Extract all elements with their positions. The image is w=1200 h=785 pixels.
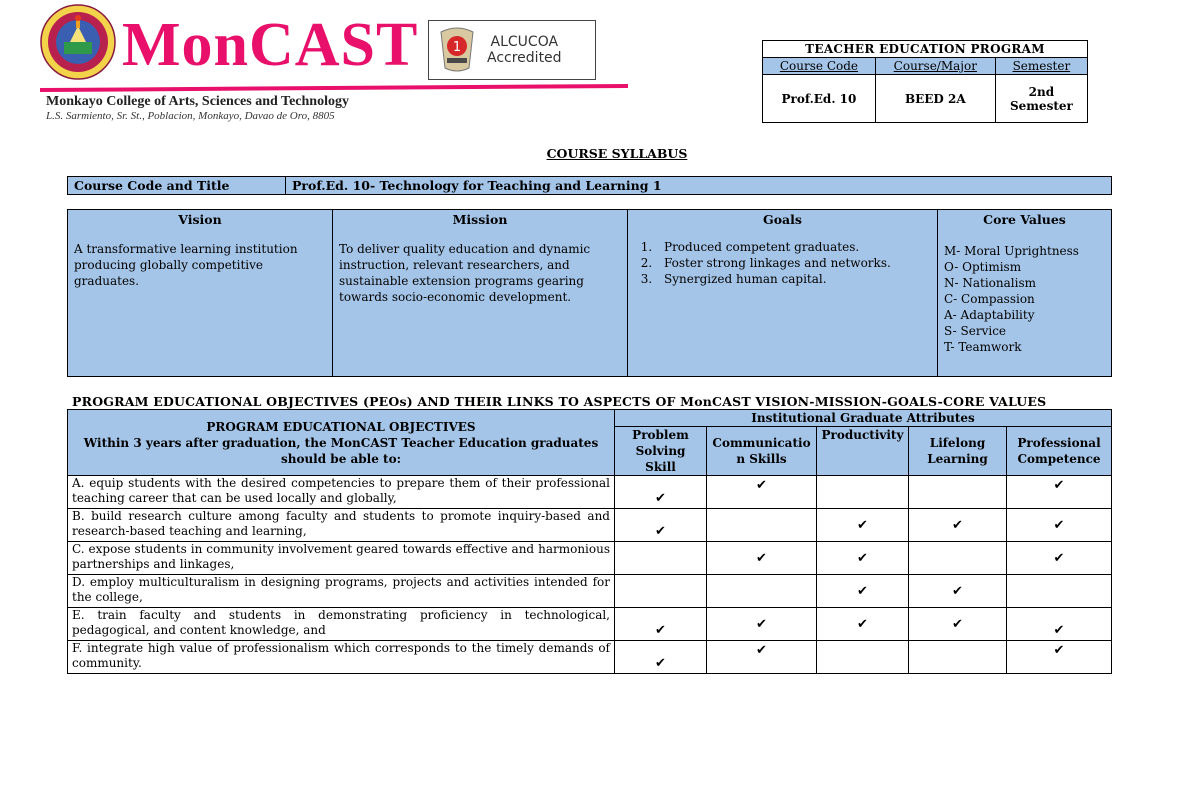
core-value-item: A- Adaptability xyxy=(944,308,1035,322)
check-mark-icon: ✔ xyxy=(615,608,707,641)
goal-item: 1. Produced competent graduates. xyxy=(656,239,931,255)
mission-heading: Mission xyxy=(333,210,628,230)
peo-table xyxy=(67,409,1112,674)
college-seal-logo xyxy=(40,4,116,80)
semester-value: 2nd Semester xyxy=(995,75,1087,123)
accreditation-badge xyxy=(428,20,596,80)
check-mark-icon: ✔ xyxy=(707,476,817,509)
goals-cell xyxy=(628,229,938,377)
course-code-value: Prof.Ed. 10 xyxy=(763,75,876,123)
check-mark-icon: ✔ xyxy=(909,509,1007,542)
empty-cell xyxy=(707,509,817,542)
check-mark-icon: ✔ xyxy=(817,608,909,641)
brand-wordmark: MonCAST xyxy=(122,11,419,79)
alcucoa-emblem-icon xyxy=(437,26,477,74)
core-values-heading: Core Values xyxy=(938,210,1112,230)
core-value-item: T- Teamwork xyxy=(944,340,1022,354)
goal-item: 2. Foster strong linkages and networks. xyxy=(656,255,931,271)
check-mark-icon: ✔ xyxy=(909,608,1007,641)
peo-objectives-header: PROGRAM EDUCATIONAL OBJECTIVES Within 3 years after graduation, the MonCAST Teacher Education graduates should be able to: xyxy=(68,410,615,476)
peo-row xyxy=(68,641,1112,674)
attr-lifelong-learning: Lifelong Learning xyxy=(909,427,1007,476)
course-title-label: Course Code and Title xyxy=(68,177,286,195)
attr-problem-solving: Problem Solving Skill xyxy=(615,427,707,476)
empty-cell xyxy=(909,476,1007,509)
goals-heading: Goals xyxy=(628,210,938,230)
check-mark-icon: ✔ xyxy=(1007,542,1112,575)
core-value-item: O- Optimism xyxy=(944,260,1022,274)
empty-cell xyxy=(1007,575,1112,608)
course-title-value: Prof.Ed. 10- Technology for Teaching and Learning 1 xyxy=(286,177,1112,195)
empty-cell xyxy=(707,575,817,608)
vision-text: A transformative learning institution producing globally competitive graduates. xyxy=(74,242,298,288)
college-address: L.S. Sarmiento, Sr. St., Poblacion, Monkayo, Davao de Oro, 8805 xyxy=(46,110,335,122)
check-mark-icon: ✔ xyxy=(817,575,909,608)
core-value-item: N- Nationalism xyxy=(944,276,1037,290)
program-info-table xyxy=(762,40,1088,123)
peo-row xyxy=(68,509,1112,542)
check-mark-icon: ✔ xyxy=(707,542,817,575)
core-value-item: C- Compassion xyxy=(944,292,1035,306)
check-mark-icon: ✔ xyxy=(909,575,1007,608)
peo-objective-text: C. expose students in community involvement geared towards effective and harmonious partnerships and linkages, xyxy=(68,542,615,575)
peo-row xyxy=(68,608,1112,641)
peo-objective-text: F. integrate high value of professionalism which corresponds to the timely demands of community. xyxy=(68,641,615,674)
attr-productivity: Productivity xyxy=(817,427,909,476)
core-value-item: M- Moral Uprightness xyxy=(944,244,1079,258)
goal-item: 3. Synergized human capital. xyxy=(656,271,931,287)
core-values-cell xyxy=(938,229,1112,377)
graduate-attributes-header: Institutional Graduate Attributes xyxy=(615,410,1112,427)
peo-row xyxy=(68,575,1112,608)
peo-row xyxy=(68,542,1112,575)
core-value-item: S- Service xyxy=(944,324,1007,338)
peo-objective-text: E. train faculty and students in demonstrating proficiency in technological, pedagogical, and content knowledge, and xyxy=(68,608,615,641)
check-mark-icon: ✔ xyxy=(1007,509,1112,542)
check-mark-icon: ✔ xyxy=(707,608,817,641)
empty-cell xyxy=(909,641,1007,674)
peo-objective-text: D. employ multiculturalism in designing programs, projects and activities intended for the college, xyxy=(68,575,615,608)
check-mark-icon: ✔ xyxy=(1007,476,1112,509)
course-title-table xyxy=(67,176,1112,195)
goals-list xyxy=(634,239,931,287)
college-name: Monkayo College of Arts, Sciences and Technology xyxy=(46,94,349,109)
check-mark-icon: ✔ xyxy=(707,641,817,674)
vmgc-table xyxy=(67,209,1112,377)
core-values-list xyxy=(944,243,1105,355)
svg-text:1: 1 xyxy=(452,40,462,55)
course-major-value: BEED 2A xyxy=(875,75,995,123)
peo-objective-text: B. build research culture among faculty and students to promote inquiry-based and research-based teaching and learning, xyxy=(68,509,615,542)
program-title: TEACHER EDUCATION PROGRAM xyxy=(763,41,1088,58)
course-major-header: Course/Major xyxy=(875,58,995,75)
check-mark-icon: ✔ xyxy=(615,509,707,542)
check-mark-icon: ✔ xyxy=(615,641,707,674)
vision-heading: Vision xyxy=(68,210,333,230)
check-mark-icon: ✔ xyxy=(615,476,707,509)
peo-objective-text: A. equip students with the desired competencies to prepare them of their professional teaching career that can be used locally and globally, xyxy=(68,476,615,509)
empty-cell xyxy=(817,476,909,509)
peo-row xyxy=(68,476,1112,509)
course-code-header: Course Code xyxy=(763,58,876,75)
attr-communication: Communicatio n Skills xyxy=(707,427,817,476)
empty-cell xyxy=(615,542,707,575)
check-mark-icon: ✔ xyxy=(1007,608,1112,641)
empty-cell xyxy=(909,542,1007,575)
vision-cell xyxy=(68,229,333,377)
header-divider xyxy=(40,84,628,92)
mission-text: To deliver quality education and dynamic instruction, relevant researchers, and sustainable extension programs gearing towards socio-economic development. xyxy=(339,242,591,304)
semester-header: Semester xyxy=(995,58,1087,75)
check-mark-icon: ✔ xyxy=(817,542,909,575)
empty-cell xyxy=(817,641,909,674)
check-mark-icon: ✔ xyxy=(1007,641,1112,674)
check-mark-icon: ✔ xyxy=(817,509,909,542)
mission-cell xyxy=(333,229,628,377)
attr-professional-competence: Professional Competence xyxy=(1007,427,1112,476)
empty-cell xyxy=(615,575,707,608)
syllabus-title: COURSE SYLLABUS xyxy=(546,146,688,161)
peo-section-heading: PROGRAM EDUCATIONAL OBJECTIVES (PEOs) AND THEIR LINKS TO ASPECTS OF MonCAST VISION-MISSION-GOALS-CORE VALUES xyxy=(72,394,1047,409)
accreditation-text: ALCUCOA Accredited xyxy=(487,33,562,66)
